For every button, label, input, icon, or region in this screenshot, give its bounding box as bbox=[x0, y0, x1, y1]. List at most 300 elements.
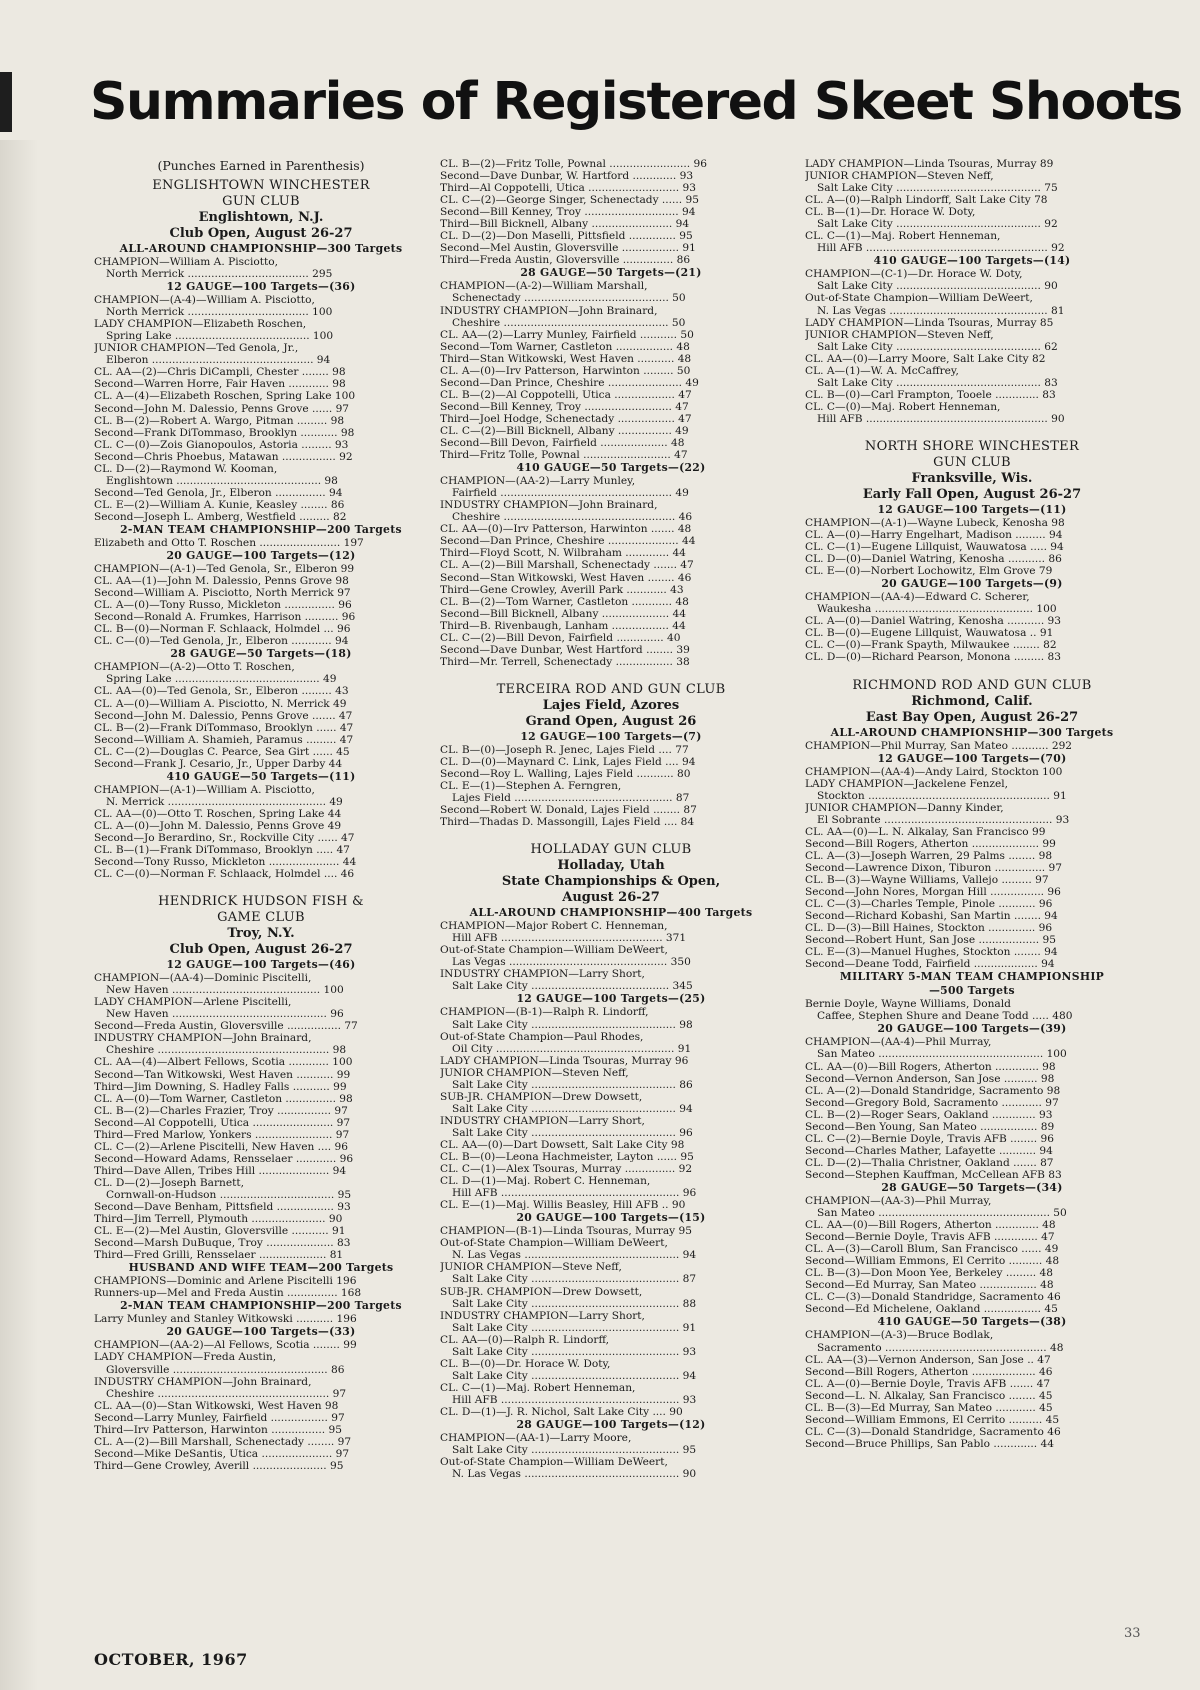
result-line: Second—Deane Todd, Fairfield ................... 94 bbox=[805, 958, 1055, 971]
result-line: Third—Thadas D. Massongill, Lajes Field .... 84 bbox=[440, 816, 695, 829]
result-line: CL. A—(0)—Irv Patterson, Harwinton ......... 50 bbox=[440, 364, 691, 377]
result-line: CL. AA—(0)—Bill Rogers, Atherton ............. 98 bbox=[805, 1060, 1056, 1073]
result-line: CHAMPION—(AA-4)—Edward C. Scherer, bbox=[805, 591, 1030, 604]
result-line: CL. C—(0)—Frank Spayth, Milwaukee ........ 82 bbox=[805, 639, 1057, 652]
result-line: Third—Gene Crowley, Averill ...................... 95 bbox=[94, 1459, 344, 1472]
result-line: Second—William Emmons, El Cerrito .......... 45 bbox=[805, 1413, 1060, 1426]
result-line: CL. AA—(0)—Ralph R. Lindorff, bbox=[440, 1333, 609, 1346]
result-line-continued: Salt Lake City ........................................... 75 bbox=[817, 182, 1058, 195]
result-line: Second—John M. Dalessio, Penns Grove ....... 47 bbox=[94, 709, 353, 722]
result-line: JUNIOR CHAMPION—Steve Neff, bbox=[440, 1261, 622, 1274]
event-heading: 20 GAUGE—100 Targets—(33) bbox=[166, 1325, 356, 1339]
event-heading: 28 GAUGE—100 Targets—(12) bbox=[516, 1418, 706, 1432]
event-heading: 28 GAUGE—50 Targets—(21) bbox=[520, 266, 702, 280]
result-line: LADY CHAMPION—Elizabeth Roschen, bbox=[94, 318, 307, 331]
result-line: CL. AA—(1)—John M. Dalessio, Penns Grove 98 bbox=[94, 575, 349, 588]
result-line: Third—Floyd Scott, N. Wilbraham ............. 44 bbox=[440, 547, 686, 560]
result-line: Second—Robert Hunt, San Jose .................. 95 bbox=[805, 934, 1056, 947]
result-line: CHAMPION—(AA-1)—Larry Moore, bbox=[440, 1432, 632, 1445]
result-line: CL. B—(2)—Charles Frazier, Troy ................ 97 bbox=[94, 1104, 348, 1117]
result-line: CL. D—(1)—J. R. Nichol, Salt Lake City .... 90 bbox=[440, 1405, 683, 1418]
club-event: Lajes Field, Azores bbox=[542, 697, 680, 713]
club-event: East Bay Open, August 26-27 bbox=[865, 709, 1079, 725]
result-line-continued: Hill AFB ..................................................... 96 bbox=[452, 1187, 697, 1200]
event-heading: 12 GAUGE—100 Targets—(46) bbox=[166, 958, 356, 972]
result-line: Third—Mr. Terrell, Schenectady ................. 38 bbox=[440, 655, 690, 668]
club-event: State Championships & Open, bbox=[501, 874, 721, 890]
result-line: CL. A—(2)—Bill Marshall, Schenectady ....... 47 bbox=[440, 559, 694, 572]
result-line: Second—Richard Kobashi, San Martin ........ 94 bbox=[805, 910, 1058, 923]
result-line: CL. E—(3)—Manuel Hughes, Stockton ........ 94 bbox=[805, 946, 1058, 959]
result-line: CHAMPIONS—Dominic and Arlene Piscitelli 196 bbox=[94, 1275, 357, 1288]
result-line-continued: Hill AFB ................................................ 371 bbox=[452, 932, 687, 945]
result-line: Third—Bill Bicknell, Albany ........................ 94 bbox=[440, 218, 690, 231]
result-line: CL. AA—(0)—Stan Witkowski, West Haven 98 bbox=[94, 1399, 339, 1412]
result-line-continued: North Merrick .................................... 295 bbox=[106, 268, 333, 281]
result-line: Second—Stan Witkowski, West Haven ........ 46 bbox=[440, 571, 692, 584]
result-line-continued: Elberon ................................................ 94 bbox=[106, 354, 331, 367]
result-line-continued: Salt Lake City ........................................... 86 bbox=[452, 1078, 693, 1091]
result-line: CL. C—(2)—Bill Devon, Fairfield .............. 40 bbox=[440, 631, 681, 644]
club-name: HENDRICK HUDSON FISH & bbox=[158, 894, 364, 910]
result-line: INDUSTRY CHAMPION—John Brainard, bbox=[94, 1375, 312, 1388]
result-line: CL. B—(2)—Fritz Tolle, Pownal ........................ 96 bbox=[440, 158, 707, 170]
result-line: Out-of-State Champion—William DeWeert, bbox=[805, 292, 1033, 305]
result-line: LADY CHAMPION—Linda Tsouras, Murray 85 bbox=[805, 316, 1054, 329]
section-gap bbox=[94, 880, 428, 894]
result-line: Second—Dave Benham, Pittsfield ................. 93 bbox=[94, 1201, 351, 1214]
result-line-continued: Salt Lake City ............................................ 93 bbox=[452, 1345, 697, 1358]
result-line: Out-of-State Champion—William DeWeert, bbox=[440, 1237, 668, 1250]
result-line: CL. C—(2)—Bernie Doyle, Travis AFB ........ 96 bbox=[805, 1132, 1054, 1145]
result-line: CHAMPION—(A-2)—Otto T. Roschen, bbox=[94, 661, 295, 674]
result-line: CL. B—(3)—Wayne Williams, Vallejo ......... 97 bbox=[805, 873, 1049, 886]
result-line: SUB-JR. CHAMPION—Drew Dowsett, bbox=[440, 1285, 643, 1298]
result-line: CHAMPION—William A. Pisciotto, bbox=[94, 256, 278, 268]
result-line: CL. C—(0)—Maj. Robert Henneman, bbox=[805, 400, 1001, 413]
result-line: CHAMPION—(A-1)—Wayne Lubeck, Kenosha 98 bbox=[805, 516, 1065, 529]
event-heading: ALL-AROUND CHAMPIONSHIP—400 Targets bbox=[469, 906, 753, 920]
result-line: Second—Dan Prince, Cheshire ..................... 44 bbox=[440, 535, 696, 548]
result-line: Second—Frank DiTommaso, Brooklyn ........... 98 bbox=[94, 426, 355, 439]
result-line: Third—Stan Witkowski, West Haven ........... 48 bbox=[440, 352, 692, 365]
result-line: Second—Bruce Phillips, San Pablo ............. 44 bbox=[805, 1437, 1055, 1450]
column-3 bbox=[805, 158, 1139, 1450]
event-heading: —500 Targets bbox=[929, 984, 1015, 998]
result-line: Second—Howard Adams, Rensselaer ............ 96 bbox=[94, 1152, 354, 1165]
result-line: CHAMPION—(B-1)—Linda Tsouras, Murray 95 bbox=[440, 1225, 693, 1238]
result-line-continued: San Mateo ................................................... 50 bbox=[817, 1207, 1067, 1220]
result-line: CL. AA—(0)—Irv Patterson, Harwinton ....... 48 bbox=[440, 523, 692, 536]
result-line: Second—Robert W. Donald, Lajes Field ........ 87 bbox=[440, 804, 697, 817]
club-name: NORTH SHORE WINCHESTER bbox=[864, 438, 1080, 454]
result-line: Third—Al Coppotelli, Utica ........................... 93 bbox=[440, 182, 696, 195]
result-line: CL. A—(4)—Elizabeth Roschen, Spring Lake 100 bbox=[94, 390, 356, 403]
result-line: CL. AA—(0)—Dart Dowsett, Salt Lake City 98 bbox=[440, 1139, 685, 1151]
result-line: INDUSTRY CHAMPION—John Brainard, bbox=[440, 304, 658, 317]
result-line: CL. B—(1)—Frank DiTommaso, Brooklyn ..... 47 bbox=[94, 844, 350, 857]
result-line: Third—Freda Austin, Gloversville ............... 86 bbox=[440, 254, 691, 267]
result-line: Second—Bernie Doyle, Travis AFB ............. 47 bbox=[805, 1231, 1055, 1244]
result-line: Second—Marsh DuBuque, Troy .................... 83 bbox=[94, 1237, 351, 1250]
result-line-continued: Cornwall-on-Hudson .................................. 95 bbox=[106, 1189, 352, 1201]
result-line: Out-of-State Champion—William DeWeert, bbox=[440, 944, 668, 957]
result-line: CL. E—(1)—Maj. Willis Beasley, Hill AFB .. 90 bbox=[440, 1199, 686, 1212]
result-line: CL. D—(0)—Daniel Watring, Kenosha ........... 86 bbox=[805, 553, 1062, 566]
result-line: CL. C—(2)—Bill Bicknell, Albany ................ 49 bbox=[440, 424, 689, 437]
club-name: GUN CLUB bbox=[933, 454, 1011, 470]
result-line-continued: N. Las Vegas .............................................. 94 bbox=[452, 1249, 697, 1262]
result-line: CL. A—(0)—William A. Pisciotto, N. Merrick 49 bbox=[94, 697, 347, 710]
result-line: CL. B—(0)—Joseph R. Jenec, Lajes Field .... 77 bbox=[440, 743, 689, 756]
result-line: CL. AA—(4)—Albert Fellows, Scotia ............ 100 bbox=[94, 1056, 353, 1069]
page-edge-mark bbox=[0, 72, 12, 132]
result-line-continued: N. Las Vegas ............................................... 81 bbox=[817, 304, 1065, 317]
section-gap bbox=[805, 664, 1139, 678]
result-line-continued: Gloversville .............................................. 86 bbox=[106, 1363, 345, 1376]
club-name: GAME CLUB bbox=[217, 910, 305, 926]
result-line: Second—Freda Austin, Gloversville ................ 77 bbox=[94, 1020, 358, 1033]
event-heading: 12 GAUGE—100 Targets—(11) bbox=[877, 502, 1067, 516]
section-gap bbox=[440, 668, 782, 682]
result-line-continued: Salt Lake City ............................................ 95 bbox=[452, 1444, 697, 1457]
result-line: CL. B—(2)—Tom Warner, Castleton ............ 48 bbox=[440, 595, 689, 608]
result-line: CHAMPION—(A-3)—Bruce Bodlak, bbox=[805, 1329, 994, 1342]
result-line: CL. AA—(0)—Ted Genola, Sr., Elberon ......... 43 bbox=[94, 685, 349, 698]
club-event: Grand Open, August 26 bbox=[525, 713, 697, 729]
result-line: LADY CHAMPION—Jackelene Fenzel, bbox=[805, 777, 1009, 790]
result-line: Second—Ben Young, San Mateo ................. 89 bbox=[805, 1120, 1055, 1133]
result-line: CL. AA—(0)—Bill Rogers, Atherton ............. 48 bbox=[805, 1219, 1056, 1232]
punches-note: (Punches Earned in Parenthesis) bbox=[157, 158, 365, 173]
result-line: Second—William Emmons, El Cerrito .......... 48 bbox=[805, 1255, 1060, 1268]
result-line: CL. A—(2)—Donald Standridge, Sacramento 98 bbox=[805, 1084, 1061, 1097]
result-line: Third—Jim Terrell, Plymouth ...................... 90 bbox=[94, 1213, 343, 1226]
event-heading: 410 GAUGE—100 Targets—(14) bbox=[873, 254, 1071, 268]
result-line: Second—Tony Russo, Mickleton ..................... 44 bbox=[94, 856, 357, 869]
event-heading: 12 GAUGE—100 Targets—(70) bbox=[877, 751, 1067, 765]
page-title: Summaries of Registered Skeet Shoots bbox=[90, 72, 1182, 132]
club-name: TERCEIRA ROD AND GUN CLUB bbox=[496, 681, 726, 697]
club-event: Richmond, Calif. bbox=[911, 693, 1033, 709]
club-name: HOLLADAY GUN CLUB bbox=[530, 842, 692, 858]
result-line: CL. B—(0)—Norman F. Schlaack, Holmdel ... 96 bbox=[94, 623, 351, 636]
result-line: CHAMPION—(AA-3)—Phil Murray, bbox=[805, 1195, 992, 1207]
event-heading: ALL-AROUND CHAMPIONSHIP—300 Targets bbox=[119, 242, 403, 255]
result-line: CHAMPION—(C-1)—Dr. Horace W. Doty, bbox=[805, 268, 1023, 281]
result-line: Third—Gene Crowley, Averill Park ............ 43 bbox=[440, 583, 684, 596]
result-line: Second—Bill Kenney, Troy .......................... 47 bbox=[440, 400, 689, 413]
result-line: CL. D—(3)—Bill Haines, Stockton .............. 96 bbox=[805, 922, 1053, 935]
result-line: Second—Ed Murray, San Mateo ................. 48 bbox=[805, 1279, 1054, 1292]
result-line: CL. AA—(2)—Larry Munley, Fairfield ........... 50 bbox=[440, 328, 694, 341]
result-line: Second—Vernon Anderson, San Jose .......... 98 bbox=[805, 1072, 1055, 1085]
result-line: CL. E—(0)—Norbert Lochowitz, Elm Grove 79 bbox=[805, 565, 1053, 578]
result-line-continued: Hill AFB ...................................................... 92 bbox=[817, 242, 1065, 255]
result-line-continued: Salt Lake City ........................................... 92 bbox=[817, 218, 1058, 231]
result-line-continued: Salt Lake City ............................................ 91 bbox=[452, 1321, 697, 1334]
event-heading: 410 GAUGE—50 Targets—(38) bbox=[877, 1315, 1067, 1329]
column-1 bbox=[94, 158, 428, 1472]
result-line-continued: Salt Lake City ............................................ 87 bbox=[452, 1273, 697, 1286]
result-line: CL. E—(2)—William A. Kunie, Keasley ........ 86 bbox=[94, 498, 345, 511]
issue-date: OCTOBER, 1967 bbox=[94, 1650, 248, 1669]
club-name: RICHMOND ROD AND GUN CLUB bbox=[852, 677, 1092, 693]
result-line: CL. C—(1)—Eugene Lillquist, Wauwatosa ..... 94 bbox=[805, 541, 1064, 554]
result-line-continued: Cheshire ................................................. 50 bbox=[452, 316, 686, 329]
result-line: CL. C—(2)—George Singer, Schenectady ...... 95 bbox=[440, 194, 699, 207]
result-line: CL. E—(1)—Stephen A. Ferngren, bbox=[440, 780, 622, 793]
club-event: Englishtown, N.J. bbox=[198, 210, 324, 225]
result-line: CL. A—(0)—Tony Russo, Mickleton ............... 96 bbox=[94, 599, 352, 612]
result-line-continued: El Sobrante .................................................. 93 bbox=[817, 813, 1070, 826]
result-line: Second—Mel Austin, Gloversville ................. 91 bbox=[440, 242, 696, 255]
result-line: CL. A—(0)—Bernie Doyle, Travis AFB ....... 47 bbox=[805, 1377, 1051, 1390]
result-line: CL. A—(3)—Joseph Warren, 29 Palms ........ 98 bbox=[805, 849, 1053, 862]
result-line: CL. B—(2)—Roger Sears, Oakland ............. 93 bbox=[805, 1108, 1053, 1121]
result-line: INDUSTRY CHAMPION—Larry Short, bbox=[440, 1114, 645, 1127]
result-line: Second—Joseph L. Amberg, Westfield ......... 82 bbox=[94, 510, 347, 523]
result-line-continued: San Mateo ................................................. 100 bbox=[817, 1048, 1067, 1061]
result-line: Second—Dan Prince, Cheshire ...................... 49 bbox=[440, 376, 699, 389]
result-line-continued: Lajes Field ............................................... 87 bbox=[452, 792, 690, 805]
result-line-continued: Spring Lake ........................................... 49 bbox=[106, 673, 337, 686]
result-line: CHAMPION—(AA-4)—Dominic Piscitelli, bbox=[94, 972, 312, 985]
result-line: Second—Dave Dunbar, W. Hartford ............. 93 bbox=[440, 170, 694, 183]
result-line-continued: Cheshire ................................................... 98 bbox=[106, 1044, 347, 1057]
club-event: Club Open, August 26-27 bbox=[169, 942, 353, 958]
result-line: CL. B—(0)—Carl Frampton, Tooele ............. 83 bbox=[805, 388, 1056, 401]
adjacent-page-edge bbox=[0, 140, 38, 1690]
result-line-continued: Salt Lake City ........................................... 62 bbox=[817, 340, 1058, 353]
event-heading: 20 GAUGE—100 Targets—(9) bbox=[881, 577, 1063, 591]
result-line: CHAMPION—(AA-2)—Al Fellows, Scotia ........ 99 bbox=[94, 1339, 357, 1352]
result-line: Second—Mike DeSantis, Utica ..................... 97 bbox=[94, 1447, 350, 1460]
result-line: Third—B. Rivenbaugh, Lanham ................. 44 bbox=[440, 619, 686, 632]
result-line: CL. AA—(2)—Chris DiCampli, Chester ........ 98 bbox=[94, 366, 346, 379]
result-line: INDUSTRY CHAMPION—Larry Short, bbox=[440, 1309, 645, 1322]
result-line: CL. AA—(0)—Larry Moore, Salt Lake City 82 bbox=[805, 352, 1046, 365]
result-line: Second—L. N. Alkalay, San Francisco ........ 45 bbox=[805, 1389, 1053, 1402]
result-line: CL. A—(0)—Tom Warner, Castleton ............... 98 bbox=[94, 1092, 353, 1105]
result-line: JUNIOR CHAMPION—Steven Neff, bbox=[440, 1066, 629, 1079]
result-line: CL. C—(3)—Donald Standridge, Sacramento 46 bbox=[805, 1425, 1061, 1438]
result-line-continued: Salt Lake City ........................................... 98 bbox=[452, 1018, 693, 1031]
result-line: Second—Ed Michelene, Oakland ................. 45 bbox=[805, 1303, 1058, 1316]
result-line: CL. B—(3)—Don Moon Yee, Berkeley ......... 48 bbox=[805, 1267, 1054, 1280]
result-line: SUB-JR. CHAMPION—Drew Dowsett, bbox=[440, 1090, 643, 1103]
result-line: CL. B—(2)—Frank DiTommaso, Brooklyn ...... 47 bbox=[94, 721, 354, 734]
result-line: CL. AA—(3)—Vernon Anderson, San Jose .. 47 bbox=[805, 1353, 1051, 1366]
result-line-continued: Las Vegas ............................................... 350 bbox=[452, 956, 691, 969]
result-line: CHAMPION—(A-1)—William A. Pisciotto, bbox=[94, 783, 315, 796]
result-line: Out-of-State Champion—William DeWeert, bbox=[440, 1456, 668, 1469]
result-line: Elizabeth and Otto T. Roschen ........................ 197 bbox=[94, 536, 364, 549]
event-heading: 20 GAUGE—100 Targets—(12) bbox=[166, 549, 356, 563]
result-line: Third—Irv Patterson, Harwinton ................ 95 bbox=[94, 1423, 342, 1436]
result-line: CHAMPION—(B-1)—Ralph R. Lindorff, bbox=[440, 1006, 649, 1019]
result-line: Second—Frank J. Cesario, Jr., Upper Darby 44 bbox=[94, 757, 343, 770]
result-line: Second—Ted Genola, Jr., Elberon ............... 94 bbox=[94, 486, 343, 499]
result-line: Second—Al Coppotelli, Utica ........................ 97 bbox=[94, 1116, 351, 1129]
result-line: CL. AA—(0)—Otto T. Roschen, Spring Lake 44 bbox=[94, 807, 342, 820]
result-line: CHAMPION—(AA-4)—Andy Laird, Stockton 100 bbox=[805, 765, 1063, 778]
event-heading: 410 GAUGE—50 Targets—(11) bbox=[166, 769, 356, 783]
result-line: CHAMPION—Major Robert C. Henneman, bbox=[440, 920, 668, 933]
result-line-continued: Fairfield ................................................... 49 bbox=[452, 487, 689, 500]
result-line: CL. D—(0)—Richard Pearson, Monona ......... 83 bbox=[805, 651, 1061, 664]
page-number: 33 bbox=[1124, 1626, 1141, 1641]
result-line: CL. A—(2)—Bill Marshall, Schenectady ........ 97 bbox=[94, 1435, 352, 1448]
result-line: CL. B—(0)—Leona Hachmeister, Layton ...... 95 bbox=[440, 1151, 694, 1164]
result-line-continued: Salt Lake City ........................................... 94 bbox=[452, 1102, 693, 1115]
result-line-continued: Salt Lake City ......................................... 345 bbox=[452, 980, 693, 993]
event-heading: 28 GAUGE—50 Targets—(18) bbox=[170, 647, 352, 661]
result-line: CL. D—(2)—Joseph Barnett, bbox=[94, 1176, 245, 1189]
section-gap bbox=[440, 828, 782, 842]
result-line: Third—Jim Downing, S. Hadley Falls ........... 99 bbox=[94, 1080, 347, 1093]
result-line: LADY CHAMPION—Linda Tsouras, Murray 89 bbox=[805, 158, 1054, 170]
result-line: CL. A—(0)—John M. Dalessio, Penns Grove 49 bbox=[94, 819, 342, 832]
result-line: Second—Dave Dunbar, West Hartford ........ 39 bbox=[440, 643, 690, 656]
result-line: Third—Joel Hodge, Schenectady ................. 47 bbox=[440, 412, 692, 425]
result-line-continued: New Haven ............................................ 100 bbox=[106, 984, 344, 997]
result-line: INDUSTRY CHAMPION—Larry Short, bbox=[440, 968, 645, 981]
club-event: Early Fall Open, August 26-27 bbox=[862, 486, 1082, 502]
result-line: CHAMPION—(AA-4)—Phil Murray, bbox=[805, 1036, 992, 1049]
club-name: GUN CLUB bbox=[222, 194, 300, 209]
result-line-continued: Schenectady ........................................... 50 bbox=[452, 292, 686, 305]
result-line: CL. C—(1)—Alex Tsouras, Murray ............... 92 bbox=[440, 1163, 693, 1176]
club-event: August 26-27 bbox=[562, 890, 660, 906]
result-line: LADY CHAMPION—Arlene Piscitelli, bbox=[94, 996, 292, 1009]
result-line-continued: Oil City ..................................................... 91 bbox=[452, 1042, 692, 1055]
result-line-continued: Caffee, Stephen Shure and Deane Todd ..... 480 bbox=[817, 1010, 1073, 1023]
result-line: Second—Tom Warner, Castleton ................. 48 bbox=[440, 340, 690, 353]
result-line: Second—Ronald A. Frumkes, Harrison .......... 96 bbox=[94, 611, 356, 624]
result-line: CL. A—(0)—Ralph Lindorff, Salt Lake City 78 bbox=[805, 194, 1048, 207]
result-line: Second—Charles Mather, Lafayette ........... 94 bbox=[805, 1144, 1053, 1157]
result-line: CL. D—(1)—Maj. Robert C. Henneman, bbox=[440, 1175, 651, 1188]
result-line: Bernie Doyle, Wayne Williams, Donald bbox=[805, 998, 1011, 1011]
result-line: Second—Warren Horre, Fair Haven ............ 98 bbox=[94, 378, 346, 391]
result-line: Second—Jo Berardino, Sr., Rockville City ...... 47 bbox=[94, 831, 355, 844]
result-line: JUNIOR CHAMPION—Steven Neff, bbox=[805, 170, 994, 183]
result-line: Second—Bill Kenney, Troy ............................ 94 bbox=[440, 206, 696, 219]
result-line: CL. B—(1)—Dr. Horace W. Doty, bbox=[805, 206, 976, 219]
result-line-continued: Salt Lake City ........................................... 90 bbox=[817, 280, 1058, 293]
result-line: Second—John Nores, Morgan Hill ................ 96 bbox=[805, 886, 1061, 899]
result-line: Second—Lawrence Dixon, Tiburon ............... 97 bbox=[805, 861, 1063, 874]
result-line: Second—Roy L. Walling, Lajes Field ........... 80 bbox=[440, 767, 691, 780]
result-line-continued: Salt Lake City ........................................... 83 bbox=[817, 376, 1058, 389]
result-line: CL. D—(2)—Don Maselli, Pittsfield .............. 95 bbox=[440, 230, 693, 243]
result-line: Third—Fred Grilli, Rensselaer .................... 81 bbox=[94, 1249, 344, 1262]
result-line: Third—Dave Allen, Tribes Hill ..................... 94 bbox=[94, 1164, 347, 1177]
result-line: Second—Bill Bicknell, Albany .................... 44 bbox=[440, 607, 686, 620]
result-line: CL. C—(3)—Donald Standridge, Sacramento 46 bbox=[805, 1291, 1061, 1304]
result-line-continued: Cheshire ................................................... 97 bbox=[106, 1387, 347, 1400]
result-line: LADY CHAMPION—Linda Tsouras, Murray 96 bbox=[440, 1054, 689, 1067]
result-line: Runners-up—Mel and Freda Austin ............... 168 bbox=[94, 1287, 362, 1300]
result-line: CL. C—(0)—Zois Gianopoulos, Astoria ......... 93 bbox=[94, 438, 349, 451]
result-line: CL. A—(3)—Caroll Blum, San Francisco ...... 49 bbox=[805, 1243, 1059, 1256]
result-line: JUNIOR CHAMPION—Steven Neff, bbox=[805, 328, 994, 341]
result-line: Second—Bill Rogers, Atherton .................... 99 bbox=[805, 837, 1056, 850]
result-line: CL. C—(2)—Arlene Piscitelli, New Haven .... 96 bbox=[94, 1140, 348, 1153]
result-line: CL. D—(0)—Maynard C. Link, Lajes Field .... 94 bbox=[440, 755, 696, 768]
result-line: CL. C—(2)—Douglas C. Pearce, Sea Girt ...... 45 bbox=[94, 745, 350, 758]
result-line: CHAMPION—(A-2)—William Marshall, bbox=[440, 280, 648, 293]
result-line-continued: Englishtown ........................................... 98 bbox=[106, 474, 338, 487]
result-line: CL. A—(0)—Harry Engelhart, Madison ......... 94 bbox=[805, 529, 1063, 542]
result-line: Second—Tan Witkowski, West Haven ........... 99 bbox=[94, 1068, 351, 1081]
result-line-continued: Salt Lake City ............................................ 88 bbox=[452, 1297, 697, 1310]
event-heading: 20 GAUGE—100 Targets—(15) bbox=[516, 1211, 706, 1225]
result-line: CL. C—(1)—Maj. Robert Henneman, bbox=[805, 230, 1001, 243]
event-heading: HUSBAND AND WIFE TEAM—200 Targets bbox=[128, 1261, 394, 1275]
result-line: CL. A—(1)—W. A. McCaffrey, bbox=[805, 364, 959, 377]
result-line: CL. C—(0)—Ted Genola, Jr., Elberon ............ 94 bbox=[94, 635, 349, 648]
result-line: Second—Larry Munley, Fairfield ................. 97 bbox=[94, 1411, 345, 1424]
result-line-continued: Hill AFB ...................................................... 90 bbox=[817, 412, 1065, 425]
event-heading: 20 GAUGE—100 Targets—(39) bbox=[877, 1022, 1067, 1036]
result-line: INDUSTRY CHAMPION—John Brainard, bbox=[440, 499, 658, 512]
result-line: CL. C—(0)—Norman F. Schlaack, Holmdel .... 46 bbox=[94, 868, 355, 881]
result-line: Second—Bill Rogers, Atherton ................... 46 bbox=[805, 1365, 1053, 1378]
event-heading: MILITARY 5-MAN TEAM CHAMPIONSHIP bbox=[839, 970, 1105, 984]
result-line-continued: Stockton ...................................................... 91 bbox=[817, 789, 1067, 802]
event-heading: 2-MAN TEAM CHAMPIONSHIP—200 Targets bbox=[120, 1299, 402, 1313]
club-event: Troy, N.Y. bbox=[227, 926, 295, 942]
result-line: Third—Fred Marlow, Yonkers ....................... 97 bbox=[94, 1128, 350, 1141]
event-heading: 2-MAN TEAM CHAMPIONSHIP—200 Targets bbox=[120, 522, 402, 536]
result-line: CL. D—(2)—Thalia Christner, Oakland ....... 87 bbox=[805, 1156, 1054, 1169]
result-line-continued: Salt Lake City ........................................... 96 bbox=[452, 1126, 693, 1139]
result-line: CL. B—(0)—Eugene Lillquist, Wauwatosa .. 91 bbox=[805, 627, 1054, 640]
result-line: CL. E—(2)—Mel Austin, Gloversville ........... 91 bbox=[94, 1225, 346, 1238]
result-line: Second—Stephen Kauffman, McCellean AFB 83 bbox=[805, 1168, 1062, 1181]
result-line: CL. D—(2)—Raymond W. Kooman, bbox=[94, 462, 278, 475]
result-line: CL. C—(3)—Charles Temple, Pinole ........... 96 bbox=[805, 898, 1053, 911]
result-line: Third—Fritz Tolle, Pownal .......................... 47 bbox=[440, 449, 688, 462]
event-heading: 12 GAUGE—100 Targets—(25) bbox=[516, 992, 706, 1006]
result-line-continued: N. Las Vegas .............................................. 90 bbox=[452, 1468, 697, 1481]
result-line: CHAMPION—(AA-2)—Larry Munley, bbox=[440, 475, 636, 488]
result-line: CL. B—(2)—Robert A. Wargo, Pitman ......... 98 bbox=[94, 414, 345, 427]
result-line: JUNIOR CHAMPION—Danny Kinder, bbox=[805, 801, 1004, 814]
result-line: Second—William A. Shamieh, Paramus ......... 47 bbox=[94, 733, 354, 746]
result-line: CHAMPION—(A-4)—William A. Pisciotto, bbox=[94, 294, 315, 307]
result-line: Out-of-State Champion—Paul Rhodes, bbox=[440, 1030, 644, 1043]
result-line-continued: Sacramento ................................................ 48 bbox=[817, 1341, 1064, 1354]
result-line: INDUSTRY CHAMPION—John Brainard, bbox=[94, 1032, 312, 1045]
result-line-continued: New Haven .............................................. 96 bbox=[106, 1008, 344, 1021]
result-line: Second—Gregory Bold, Sacramento ............ 97 bbox=[805, 1096, 1059, 1109]
result-line-continued: Waukesha ............................................... 100 bbox=[817, 603, 1057, 616]
result-line-continued: Salt Lake City ............................................ 94 bbox=[452, 1369, 697, 1382]
event-heading: 12 GAUGE—100 Targets—(7) bbox=[520, 729, 702, 743]
result-line: CL. C—(1)—Maj. Robert Henneman, bbox=[440, 1381, 636, 1394]
result-line: CL. A—(0)—Daniel Watring, Kenosha ........... 93 bbox=[805, 615, 1062, 628]
result-line: Second—Chris Phoebus, Matawan ................ 92 bbox=[94, 450, 353, 463]
result-line: Second—William A. Pisciotto, North Merrick 97 bbox=[94, 587, 351, 600]
club-event: Club Open, August 26-27 bbox=[169, 226, 353, 241]
result-line-continued: Hill AFB ..................................................... 93 bbox=[452, 1393, 697, 1406]
event-heading: ALL-AROUND CHAMPIONSHIP—300 Targets bbox=[830, 725, 1114, 739]
club-event: Franksville, Wis. bbox=[911, 470, 1033, 486]
result-line: CHAMPION—Phil Murray, San Mateo ........... 292 bbox=[805, 739, 1073, 752]
